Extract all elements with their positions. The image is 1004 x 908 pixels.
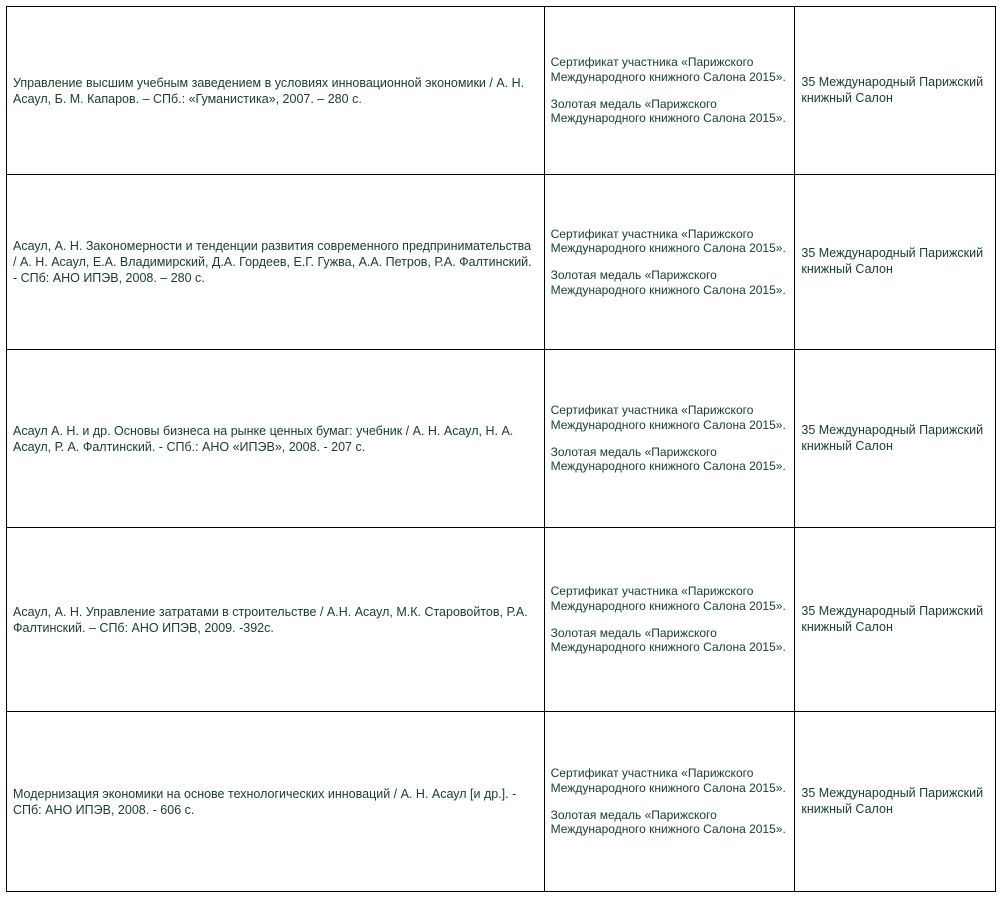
- award-medal-text: Золотая медаль «Парижского Международного книжного Салона 2015».: [550, 625, 786, 655]
- publication-title-cell: Управление высшим учебным заведением в условиях инновационной экономики / А. Н. Асаул, Б. М. Капаров. – СПб.: «Гуманистика», 2007. – 280 с.: [7, 7, 545, 175]
- award-cell: [544, 175, 795, 350]
- award-medal-text: Золотая медаль «Парижского Международного книжного Салона 2015».: [550, 96, 786, 126]
- award-certificate-text: Сертификат участника «Парижского Международного книжного Салона 2015».: [550, 584, 786, 613]
- award-cell: [544, 712, 795, 892]
- publication-title-cell: Асаул, А. Н. Управление затратами в строительстве / А.Н. Асаул, М.К. Старовойтов, Р.А. Фалтинский. – СПб: АНО ИПЭВ, 2009. -392с.: [7, 528, 545, 712]
- publication-title-cell: Модернизация экономики на основе технологических инноваций / А. Н. Асаул [и др.]. - СПб: АНО ИПЭВ, 2008. - 606 с.: [7, 712, 545, 892]
- event-cell: 35 Международный Парижский книжный Салон: [795, 712, 996, 892]
- event-cell: 35 Международный Парижский книжный Салон: [795, 7, 996, 175]
- publication-title-cell: Асаул, А. Н. Закономерности и тенденции развития современного предпринимательства / А. Н. Асаул, Е.А. Владимирский, Д.А. Гордеев, Е.Г. Гужва, А.А. Петров, Р.А. Фалтинский. - СПб: АНО ИПЭВ, 2008. – 280 с.: [7, 175, 545, 350]
- table-row: [7, 7, 996, 175]
- award-certificate-text: Сертификат участника «Парижского Международного книжного Салона 2015».: [550, 403, 786, 432]
- award-medal-text: Золотая медаль «Парижского Международного книжного Салона 2015».: [550, 444, 786, 474]
- award-cell: [544, 7, 795, 175]
- event-cell: 35 Международный Парижский книжный Салон: [795, 350, 996, 528]
- table-row: [7, 175, 996, 350]
- award-medal-text: Золотая медаль «Парижского Международного книжного Салона 2015».: [550, 807, 786, 837]
- event-cell: 35 Международный Парижский книжный Салон: [795, 528, 996, 712]
- award-certificate-text: Сертификат участника «Парижского Международного книжного Салона 2015».: [550, 766, 786, 795]
- award-cell: [544, 528, 795, 712]
- publication-title-cell: Асаул А. Н. и др. Основы бизнеса на рынке ценных бумаг: учебник / А. Н. Асаул, Н. А. Асаул, Р. А. Фалтинский. - СПб.: АНО «ИПЭВ», 2008. - 207 с.: [7, 350, 545, 528]
- event-cell: 35 Международный Парижский книжный Салон: [795, 175, 996, 350]
- table-row: [7, 712, 996, 892]
- table-row: [7, 350, 996, 528]
- table-row: [7, 528, 996, 712]
- award-cell: [544, 350, 795, 528]
- publications-awards-table: [6, 6, 996, 892]
- award-medal-text: Золотая медаль «Парижского Международного книжного Салона 2015».: [550, 268, 786, 297]
- award-certificate-text: Сертификат участника «Парижского Международного книжного Салона 2015».: [550, 55, 786, 84]
- award-certificate-text: Сертификат участника «Парижского Международного книжного Салона 2015».: [550, 226, 786, 256]
